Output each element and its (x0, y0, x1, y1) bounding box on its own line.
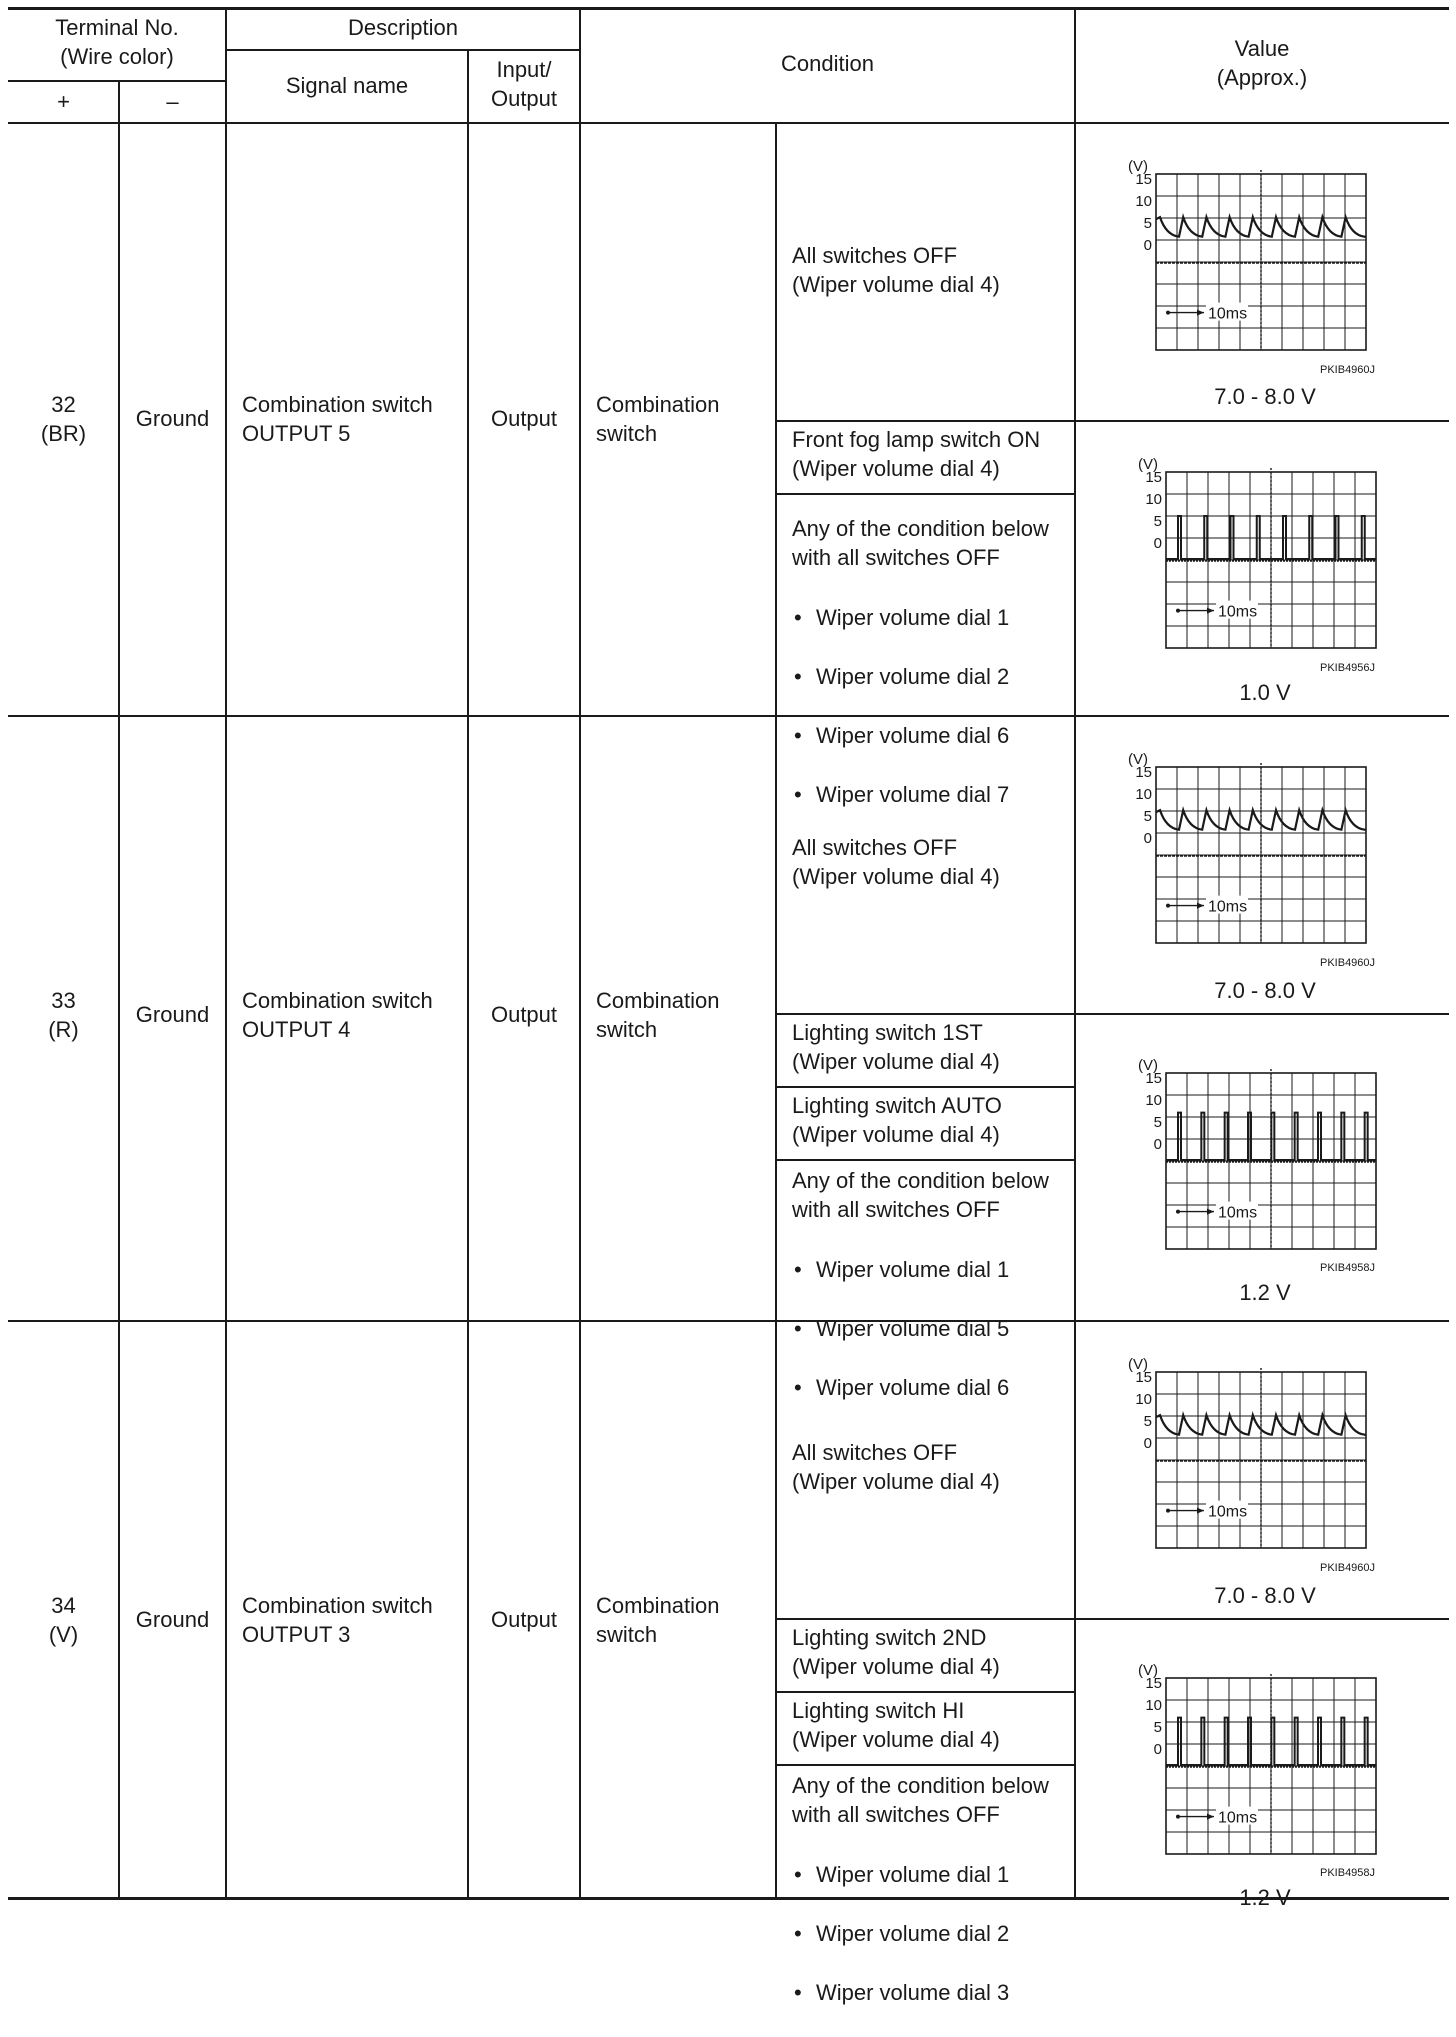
svg-text:0: 0 (1153, 535, 1162, 552)
signal-name: Combination switch OUTPUT 5 (242, 392, 433, 446)
bullet-item: • Wiper volume dial 2 (792, 1919, 1072, 1949)
svg-text:0: 0 (1153, 1136, 1162, 1153)
svg-text:10: 10 (1135, 786, 1152, 803)
io-direction: Output (490, 1607, 558, 1632)
svg-text:10ms: 10ms (1208, 305, 1248, 323)
svg-text:(V): (V) (1128, 751, 1148, 768)
bullet-item: • Wiper volume dial 1 (792, 1860, 1072, 1890)
svg-text:5: 5 (1153, 1719, 1162, 1736)
svg-text:15: 15 (1135, 764, 1152, 781)
svg-text:10: 10 (1135, 1391, 1152, 1408)
condition-category: Combination switch (596, 988, 720, 1042)
bullet-item: • Wiper volume dial 1 (792, 603, 1072, 633)
bullet-item: • Wiper volume dial 1 (792, 1255, 1072, 1285)
header-terminal-no: Terminal No. (55, 15, 179, 40)
svg-text:15: 15 (1145, 1675, 1162, 1692)
condition-item: Lighting switch HI (Wiper volume dial 4) (792, 1698, 1000, 1752)
svg-text:(V): (V) (1138, 456, 1158, 473)
svg-text:10ms: 10ms (1218, 1809, 1258, 1827)
terminal-number: 34 (V) (48, 1593, 79, 1647)
oscilloscope-pulse-waveform (1130, 1057, 1380, 1253)
value-approx: 1.2 V (1239, 1280, 1291, 1305)
condition-item: Lighting switch 2ND (Wiper volume dial 4) (792, 1625, 1000, 1679)
svg-text:10: 10 (1145, 491, 1162, 508)
header-approx: (Approx.) (1216, 65, 1308, 90)
io-direction: Output (490, 1002, 558, 1027)
condition-bullet-list (792, 1830, 1072, 2037)
figure-code: PKIB4960J (1320, 364, 1376, 376)
condition-item: Any of the condition below with all switches OFF (792, 1168, 1049, 1222)
svg-text:10ms: 10ms (1208, 898, 1248, 916)
svg-text:(V): (V) (1128, 158, 1148, 175)
svg-text:10: 10 (1135, 193, 1152, 210)
header-plus: + (57, 89, 70, 114)
svg-text:15: 15 (1135, 171, 1152, 188)
bullet-item: • Wiper volume dial 6 (792, 721, 1072, 751)
svg-text:0: 0 (1143, 1435, 1152, 1452)
svg-text:5: 5 (1143, 1413, 1152, 1430)
bullet-item: • Wiper volume dial 2 (792, 662, 1072, 692)
oscilloscope-decay-waveform (1120, 158, 1370, 354)
condition-item: Any of the condition below with all switches OFF (792, 1773, 1049, 1827)
ground-terminal: Ground (135, 1607, 210, 1632)
svg-text:5: 5 (1153, 513, 1162, 530)
value-approx: 7.0 - 8.0 V (1214, 978, 1316, 1003)
figure-code: PKIB4960J (1320, 1562, 1376, 1574)
condition-item: Any of the condition below with all switches OFF (792, 516, 1049, 570)
bullet-item: • Wiper volume dial 7 (792, 780, 1072, 810)
header-minus: – (166, 89, 179, 114)
value-approx: 7.0 - 8.0 V (1214, 384, 1316, 409)
header-wire-color: (Wire color) (60, 44, 174, 69)
condition-category: Combination switch (596, 392, 720, 446)
svg-text:10: 10 (1145, 1092, 1162, 1109)
svg-text:0: 0 (1143, 830, 1152, 847)
svg-text:10ms: 10ms (1218, 603, 1258, 621)
svg-text:10: 10 (1145, 1697, 1162, 1714)
svg-text:10ms: 10ms (1208, 1503, 1248, 1521)
header-signal-name: Signal name (285, 73, 409, 98)
figure-code: PKIB4958J (1320, 1262, 1376, 1274)
condition-item: All switches OFF (Wiper volume dial 4) (792, 243, 1000, 297)
oscilloscope-pulse-waveform (1130, 1662, 1380, 1858)
bullet-item: • Wiper volume dial 5 (792, 1314, 1072, 1344)
svg-text:5: 5 (1143, 215, 1152, 232)
svg-text:(V): (V) (1138, 1662, 1158, 1679)
bullet-item: • Wiper volume dial 3 (792, 1978, 1072, 2008)
oscilloscope-decay-waveform (1120, 1356, 1370, 1552)
header-value: Value (1234, 36, 1290, 61)
header-condition: Condition (781, 51, 874, 76)
condition-item: All switches OFF (Wiper volume dial 4) (792, 835, 1000, 889)
svg-text:5: 5 (1143, 808, 1152, 825)
svg-text:0: 0 (1153, 1741, 1162, 1758)
io-direction: Output (490, 406, 558, 431)
condition-item: Lighting switch 1ST (Wiper volume dial 4) (792, 1020, 1000, 1074)
svg-text:15: 15 (1145, 469, 1162, 486)
svg-text:0: 0 (1143, 237, 1152, 254)
terminal-number: 33 (R) (48, 988, 79, 1042)
condition-bullet-list (792, 1225, 1072, 1432)
signal-name: Combination switch OUTPUT 4 (242, 988, 433, 1042)
ground-terminal: Ground (135, 1002, 210, 1027)
value-approx: 1.2 V (1239, 1885, 1291, 1910)
ground-terminal: Ground (135, 406, 210, 431)
oscilloscope-pulse-waveform (1130, 456, 1380, 652)
value-approx: 7.0 - 8.0 V (1214, 1583, 1316, 1608)
svg-text:(V): (V) (1138, 1057, 1158, 1074)
bullet-item: • Wiper volume dial 6 (792, 1373, 1072, 1403)
header-input-output: Input/ Output (490, 57, 558, 111)
svg-text:10ms: 10ms (1218, 1204, 1258, 1222)
oscilloscope-decay-waveform (1120, 751, 1370, 947)
condition-item: Lighting switch AUTO (Wiper volume dial 4) (792, 1093, 1002, 1147)
signal-name: Combination switch OUTPUT 3 (242, 1593, 433, 1647)
value-approx: 1.0 V (1239, 680, 1291, 705)
svg-text:15: 15 (1145, 1070, 1162, 1087)
condition-item: Front fog lamp switch ON (Wiper volume dial 4) (792, 427, 1041, 481)
condition-bullet-list (792, 573, 1072, 839)
condition-item: All switches OFF (Wiper volume dial 4) (792, 1440, 1000, 1494)
figure-code: PKIB4960J (1320, 957, 1376, 969)
condition-category: Combination switch (596, 1593, 720, 1647)
header-description: Description (347, 15, 459, 40)
terminal-number: 32 (BR) (40, 392, 87, 446)
figure-code: PKIB4956J (1320, 662, 1376, 674)
figure-code: PKIB4958J (1320, 1867, 1376, 1879)
svg-text:5: 5 (1153, 1114, 1162, 1131)
svg-text:(V): (V) (1128, 1356, 1148, 1373)
svg-text:15: 15 (1135, 1369, 1152, 1386)
